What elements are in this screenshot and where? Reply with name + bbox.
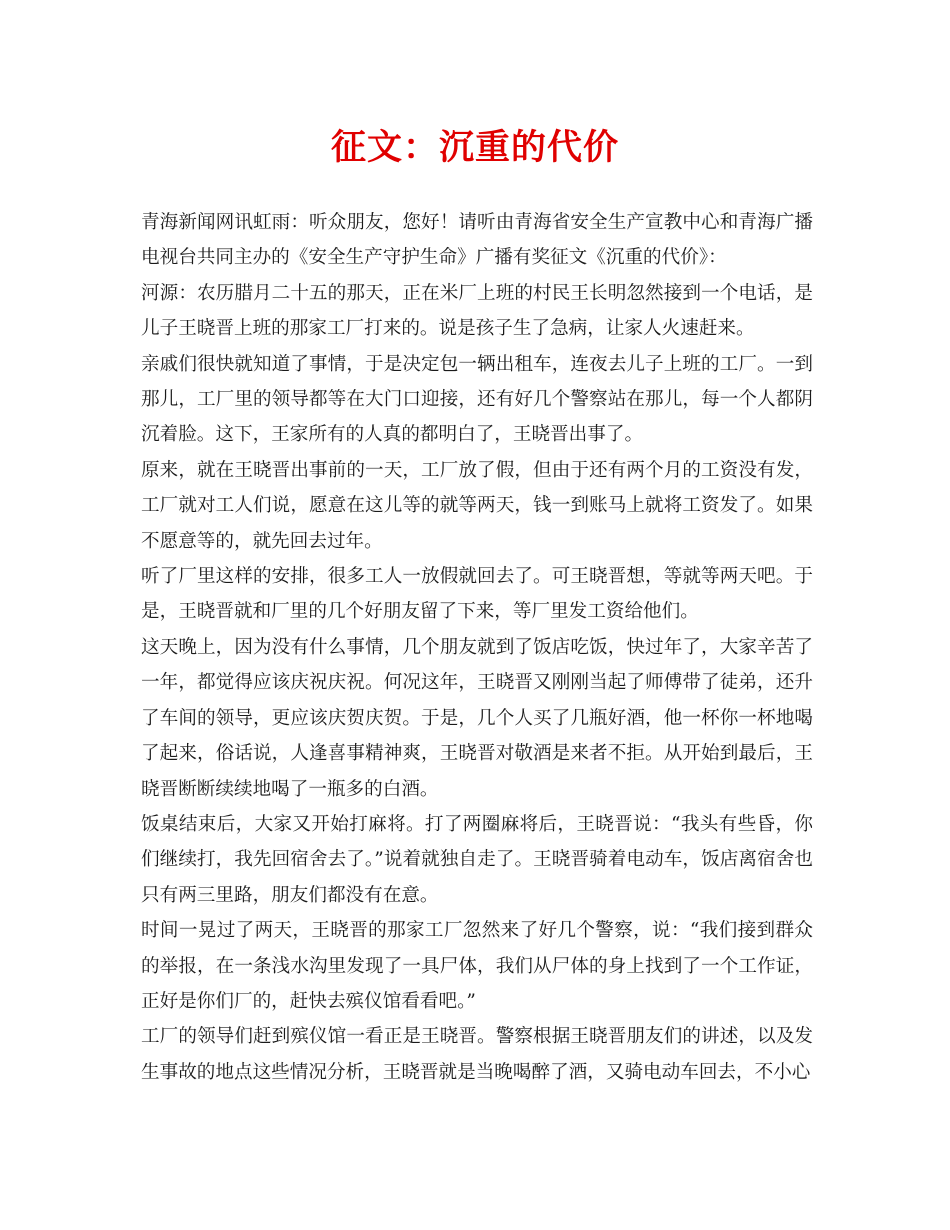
paragraph-intro: 青海新闻网讯虹雨：听众朋友，您好！请听由青海省安全生产宣教中心和青海广播电视台共同主办的《安全生产守护生命》广播有奖征文《沉重的代价》： [141,212,813,269]
paragraph-decision: 听了厂里这样的安排，很多工人一放假就回去了。可王晓晋想，等就等两天吧。于是，王晓晋就和厂里的几个好朋友留了下来，等厂里发工资给他们。 [141,566,813,623]
paragraph-arrival: 亲戚们很快就知道了事情，于是决定包一辆出租车，连夜去儿子上班的工厂。一到那儿，工厂里的领导都等在大门口迎接，还有好几个警察站在那儿，每一个人都阴沉着脸。这下，王家所有的人真的都明白了，王晓晋出事了。 [141,353,813,446]
paragraph-mahjong: 饭桌结束后，大家又开始打麻将。打了两圈麻将后，王晓晋说：“我头有些昏，你们继续打，我先回宿舍去了。”说着就独自走了。王晓晋骑着电动车，饭店离宿舍也只有两三里路，朋友们都没有在意。 [141,813,813,906]
document-title: 征文：沉重的代价 [330,127,619,168]
paragraph-police: 时间一晃过了两天，王晓晋的那家工厂忽然来了好几个警察，说：“我们接到群众的举报，在一条浅水沟里发现了一具尸体，我们从尸体的身上找到了一个工作证，正好是你们厂的，赶快去殡仪馆看看吧。” [141,920,813,1012]
paragraph-identification: 工厂的领导们赶到殡仪馆一看正是王晓晋。警察根据王晓晋朋友们的讲述，以及发生事故的地点这些情况分析，王晓晋就是当晚喝醉了酒，又骑电动车回去，不小心 [141,1026,813,1083]
paragraph-phone-call: 河源：农历腊月二十五的那天，正在米厂上班的村民王长明忽然接到一个电话，是儿子王晓晋上班的那家工厂打来的。说是孩子生了急病，让家人火速赶来。 [141,282,813,340]
paragraph-dinner: 这天晚上，因为没有什么事情，几个朋友就到了饭店吃饭，快过年了，大家辛苦了一年，都觉得应该庆祝庆祝。何况这年，王晓晋又刚刚当起了师傅带了徒弟，还升了车间的领导，更应该庆贺庆贺。于是，几个人买了几瓶好酒，他一杯你一杯地喝了起来，俗话说，人逢喜事精神爽，王晓晋对敬酒是来者不拒。从开始到最后，王晓晋断断续续地喝了一瓶多的白酒。 [141,636,813,800]
paragraph-background: 原来，就在王晓晋出事前的一天，工厂放了假，但由于还有两个月的工资没有发，工厂就对工人们说，愿意在这儿等的就等两天，钱一到账马上就将工资发了。如果不愿意等的，就先回去过年。 [141,459,813,552]
document-body [141,205,813,1090]
